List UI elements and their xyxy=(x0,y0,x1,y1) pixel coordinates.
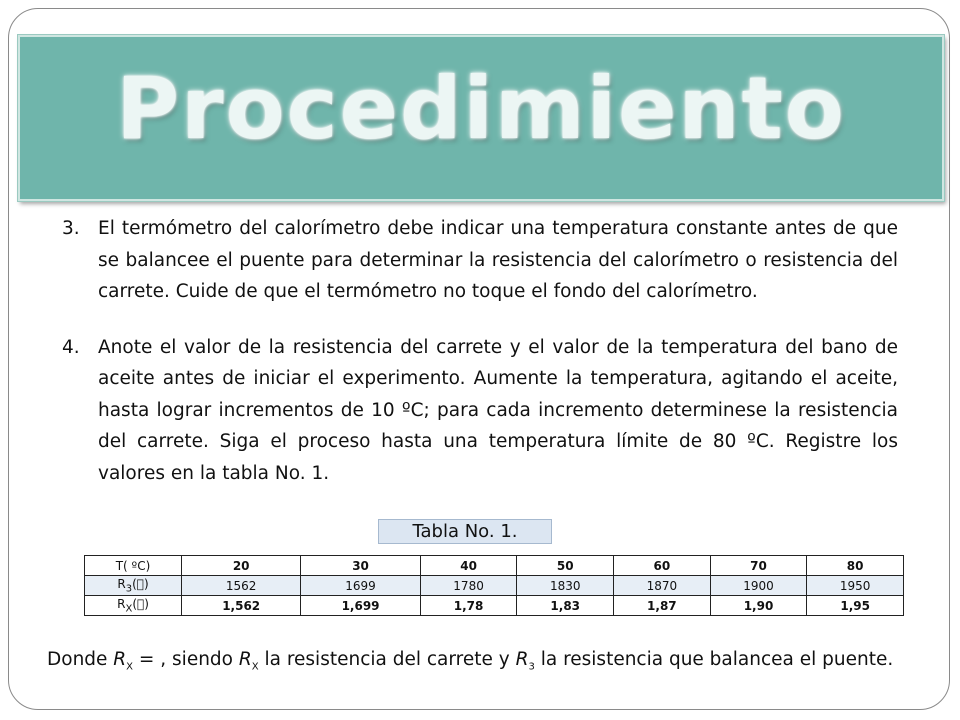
title-banner xyxy=(18,35,944,201)
table-cell: 20 xyxy=(182,556,301,576)
table-cell: 1,699 xyxy=(301,596,420,616)
table-cell: 1950 xyxy=(807,576,904,596)
step-text: Anote el valor de la resistencia del carrete y el valor de la temperatura del bano de aceite antes de iniciar el experimento. Aumente la temperatura, agitando el aceite, hasta lograr incrementos de 10 ºC; para cada incremento determinese la resistencia del carrete. Siga el proceso hasta una temperatura límite de 80 ºC. Registre los valores en la tabla No. 1. xyxy=(98,336,898,484)
table-cell: 80 xyxy=(807,556,904,576)
row-label: T( ºC) xyxy=(85,556,182,576)
step-item xyxy=(62,213,898,308)
table-cell: 1780 xyxy=(420,576,517,596)
table-cell: 1699 xyxy=(301,576,420,596)
table-cell: 1562 xyxy=(182,576,301,596)
table-cell: 1900 xyxy=(710,576,807,596)
table-cell: 1,83 xyxy=(517,596,614,616)
table-cell: 1,90 xyxy=(710,596,807,616)
table-cell: 60 xyxy=(614,556,711,576)
table-row xyxy=(85,576,904,596)
step-text: El termómetro del calorímetro debe indicar una temperatura constante antes de que se balancee el puente para determinar la resistencia del calorímetro o resistencia del carrete. Cuide de que el termómetro no toque el fondo del calorímetro. xyxy=(98,218,898,302)
page-title: Procedimiento xyxy=(116,59,846,159)
step-item xyxy=(62,332,898,490)
data-table xyxy=(84,555,904,616)
table-caption: Tabla No. 1. xyxy=(378,519,552,544)
table-cell: 1,562 xyxy=(182,596,301,616)
table-cell: 1,78 xyxy=(420,596,517,616)
table-cell: 30 xyxy=(301,556,420,576)
table-cell: 70 xyxy=(710,556,807,576)
table-cell: 1,87 xyxy=(614,596,711,616)
table-row xyxy=(85,596,904,616)
table-cell: 1,95 xyxy=(807,596,904,616)
table-row xyxy=(85,556,904,576)
row-label: $R_3$ ( ) xyxy=(85,576,182,596)
footer-text: Donde $R_X$ = , siendo $R_X$ la resistencia del carrete y $R_3$ la resistencia que balancea el puente. xyxy=(47,649,894,673)
step-number: 4. xyxy=(62,336,80,358)
procedure-steps xyxy=(62,213,898,513)
table-cell: 50 xyxy=(517,556,614,576)
step-number: 3. xyxy=(62,218,80,239)
table-cell: 40 xyxy=(420,556,517,576)
table-cell: 1870 xyxy=(614,576,711,596)
row-label: $R_X$ ( ) xyxy=(85,596,182,616)
table-cell: 1830 xyxy=(517,576,614,596)
